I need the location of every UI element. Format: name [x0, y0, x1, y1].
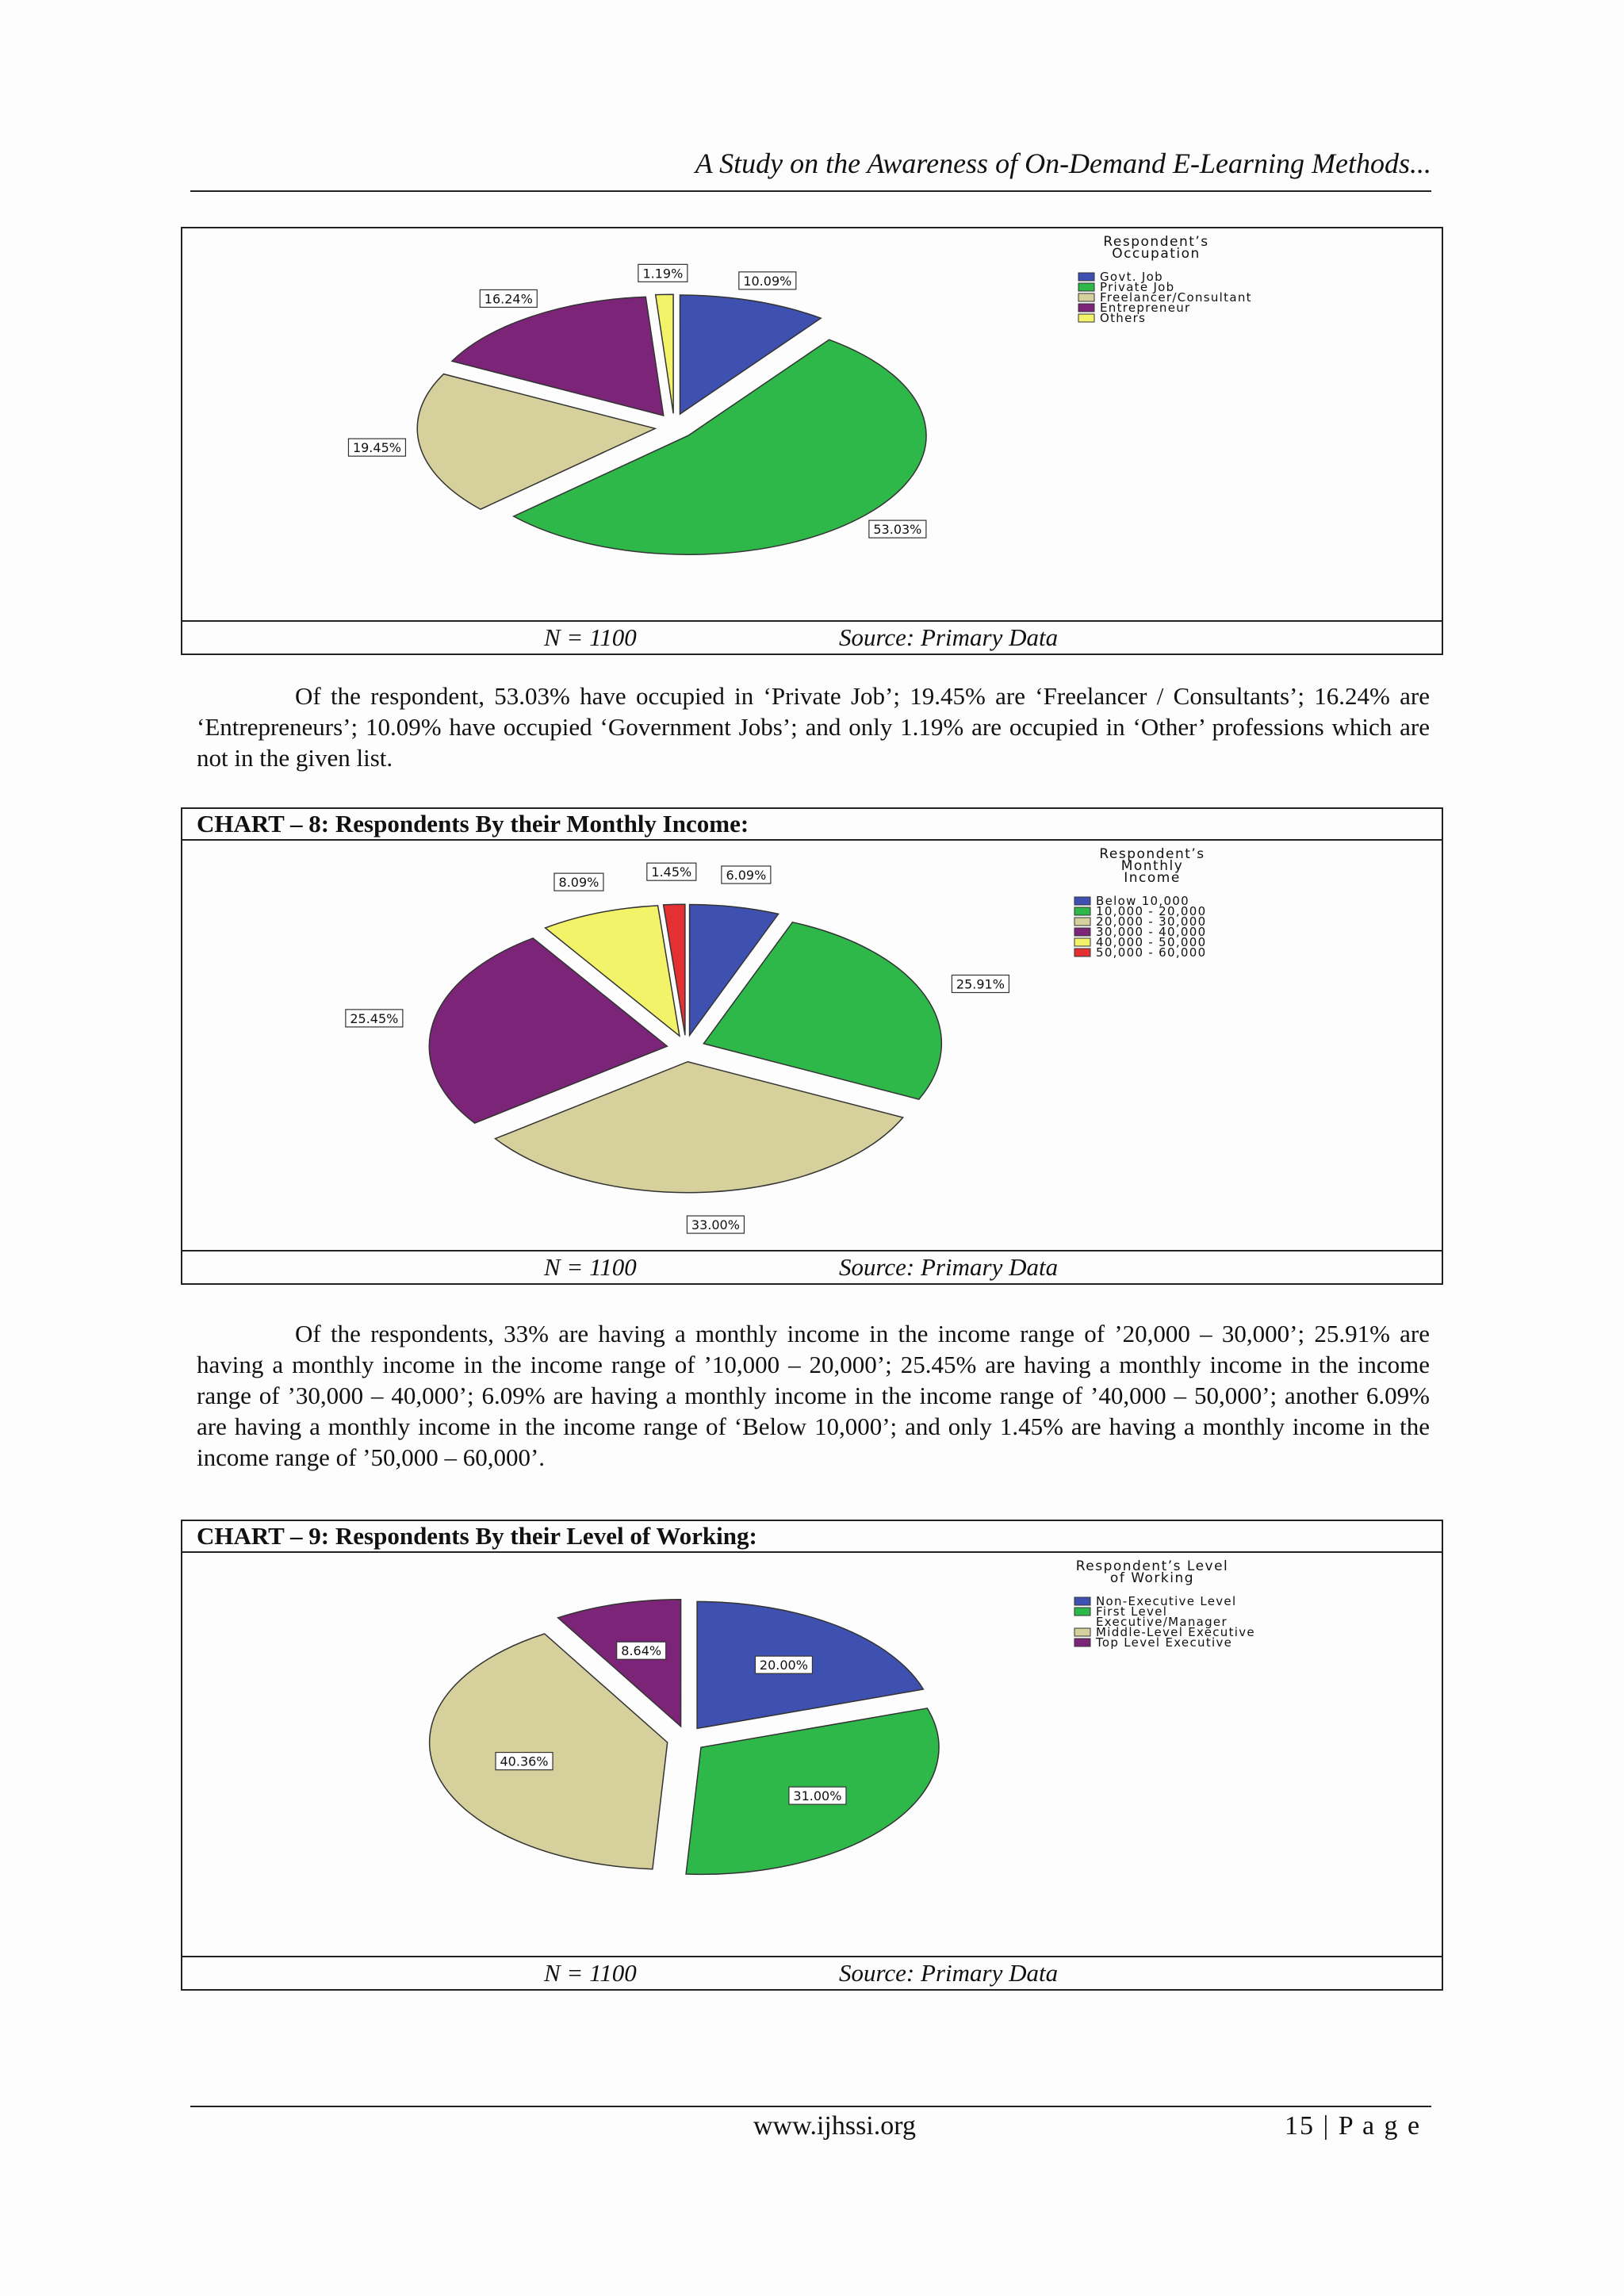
sample-size-label: N = 1100: [544, 1959, 637, 1987]
legend-swatch: [1074, 1597, 1090, 1605]
svg-text:25.91%: 25.91%: [956, 976, 1005, 992]
figure-level-of-working: [181, 1520, 1443, 1991]
legend-title: Respondent’s: [1099, 846, 1205, 862]
slice-value-label: [480, 289, 537, 307]
chart-income-area: [182, 841, 1442, 1251]
svg-text:1.45%: 1.45%: [651, 864, 692, 880]
figure-caption: [182, 622, 1442, 654]
legend-swatch: [1074, 928, 1090, 936]
figure-title: CHART – 9: Respondents By their Level of Working:: [182, 1521, 1442, 1553]
legend-title: Respondent’s: [1103, 234, 1209, 250]
header-rule: [190, 190, 1431, 192]
legend-title: Income: [1124, 870, 1181, 886]
legend-swatch: [1074, 1628, 1090, 1636]
legend-item: [1074, 945, 1206, 960]
legend-label: Freelancer/Consultant: [1100, 290, 1252, 305]
sample-size-label: N = 1100: [544, 1253, 637, 1281]
legend-swatch: [1078, 283, 1094, 291]
slice-value-label: [722, 866, 771, 884]
figure-occupation: [181, 227, 1443, 655]
legend-label: 20,000 - 30,000: [1096, 914, 1207, 929]
svg-text:6.09%: 6.09%: [726, 868, 767, 884]
svg-text:16.24%: 16.24%: [484, 291, 533, 307]
slice-value-label: [554, 873, 603, 891]
running-title: A Study on the Awareness of On-Demand E-Learning Methods...: [695, 148, 1431, 179]
legend-swatch: [1078, 273, 1094, 281]
svg-text:19.45%: 19.45%: [352, 440, 401, 456]
sample-size-label: N = 1100: [544, 623, 637, 651]
legend-title: Monthly: [1120, 858, 1184, 874]
legend-label: Others: [1100, 311, 1147, 325]
legend-title: Occupation: [1112, 246, 1201, 262]
svg-text:20.00%: 20.00%: [759, 1658, 808, 1673]
legend-label: Executive/Manager: [1096, 1615, 1228, 1629]
figure-title: CHART – 8: Respondents By their Monthly Income:: [182, 809, 1442, 841]
svg-text:40.36%: 40.36%: [500, 1754, 549, 1769]
svg-text:10.09%: 10.09%: [743, 273, 792, 289]
legend-swatch: [1074, 907, 1090, 915]
footer-rule: [190, 2106, 1431, 2107]
slice-value-label: [617, 1642, 666, 1659]
legend-label: Non-Executive Level: [1096, 1594, 1237, 1608]
source-label: Source: Primary Data: [839, 1959, 1059, 1987]
slice-value-label: [687, 1216, 744, 1233]
legend-label: 30,000 - 40,000: [1096, 925, 1207, 939]
legend-item: [1078, 311, 1146, 325]
legend-swatch: [1078, 314, 1094, 322]
legend-swatch: [1078, 293, 1094, 301]
slice-value-label: [952, 976, 1009, 993]
legend-swatch: [1074, 938, 1090, 946]
legend-label: 40,000 - 50,000: [1096, 935, 1207, 949]
source-label: Source: Primary Data: [839, 623, 1059, 651]
footer-website: www.ijhssi.org: [753, 2111, 916, 2141]
legend-item: [1074, 1635, 1232, 1650]
legend-swatch: [1078, 304, 1094, 312]
figure-caption: [182, 1251, 1442, 1283]
svg-text:53.03%: 53.03%: [873, 522, 922, 538]
legend-label: 10,000 - 20,000: [1096, 904, 1207, 918]
slice-value-label: [755, 1656, 812, 1673]
legend-label: First Level: [1096, 1604, 1168, 1619]
legend-label: Top Level Executive: [1096, 1635, 1233, 1650]
source-label: Source: Primary Data: [839, 1253, 1059, 1281]
svg-text:8.09%: 8.09%: [558, 875, 599, 891]
legend-swatch: [1074, 918, 1090, 926]
legend-swatch: [1074, 1608, 1090, 1616]
svg-text:1.19%: 1.19%: [642, 266, 684, 282]
svg-text:31.00%: 31.00%: [793, 1788, 842, 1804]
pie-chart-occupation: [182, 228, 1442, 620]
slice-value-label: [638, 264, 688, 282]
legend-swatch: [1074, 897, 1090, 905]
slice-value-label: [496, 1753, 553, 1770]
legend-swatch: [1074, 949, 1090, 956]
chart-occupation-area: [182, 228, 1442, 622]
figure-monthly-income: [181, 807, 1443, 1285]
slice-value-label: [739, 272, 796, 289]
figure-caption: [182, 1957, 1442, 1989]
slice-value-label: [789, 1787, 846, 1804]
legend-label: Govt. Job: [1100, 270, 1163, 284]
legend-label: Private Job: [1100, 280, 1175, 294]
legend-label: Below 10,000: [1096, 894, 1189, 908]
chart-legend: [1078, 234, 1252, 325]
chart-level-area: [182, 1553, 1442, 1957]
svg-text:8.64%: 8.64%: [621, 1643, 662, 1659]
paragraph-income: Of the respondents, 33% are having a monthly income in the income range of ’20,000 – 30,000’; 25.91% are having a monthly income in the income range of ’10,000 – 20,000’; 25.45% are having a monthly income in the income range of ’30,000 – 40,000’; 6.09% are having a monthly income in the income range of ’40,000 – 50,000’; another 6.09% are having a monthly income in the income range of ‘Below 10,000’; and only 1.45% are having a monthly income in the income range of ’50,000 – 60,000’.: [197, 1320, 1430, 1471]
svg-text:33.00%: 33.00%: [691, 1217, 740, 1233]
slice-value-label: [346, 1010, 403, 1027]
legend-label: 50,000 - 60,000: [1096, 945, 1207, 960]
chart-legend: [1074, 1558, 1255, 1650]
legend-label: Middle-Level Executive: [1096, 1625, 1255, 1639]
paragraph-occupation: Of the respondent, 53.03% have occupied in ‘Private Job’; 19.45% are ‘Freelancer / Consultants’; 16.24% are ‘Entrepreneurs’; 10.09% have occupied ‘Government Jobs’; and only 1.19% are occupied in ‘Other’ professions which are not in the given list.: [197, 682, 1430, 772]
slice-value-label: [348, 439, 405, 456]
slice-value-label: [647, 863, 696, 880]
pie-chart-income: [182, 841, 1442, 1250]
pie-chart-level: [182, 1553, 1442, 1956]
footer-page-number: 15 | P a g e: [1285, 2111, 1422, 2141]
svg-text:25.45%: 25.45%: [350, 1010, 399, 1026]
legend-label: Entrepreneur: [1100, 301, 1191, 315]
legend-title: of Working: [1109, 1570, 1195, 1586]
chart-legend: [1074, 846, 1206, 960]
legend-swatch: [1074, 1639, 1090, 1646]
slice-value-label: [869, 520, 926, 538]
legend-title: Respondent’s Level: [1075, 1558, 1229, 1574]
